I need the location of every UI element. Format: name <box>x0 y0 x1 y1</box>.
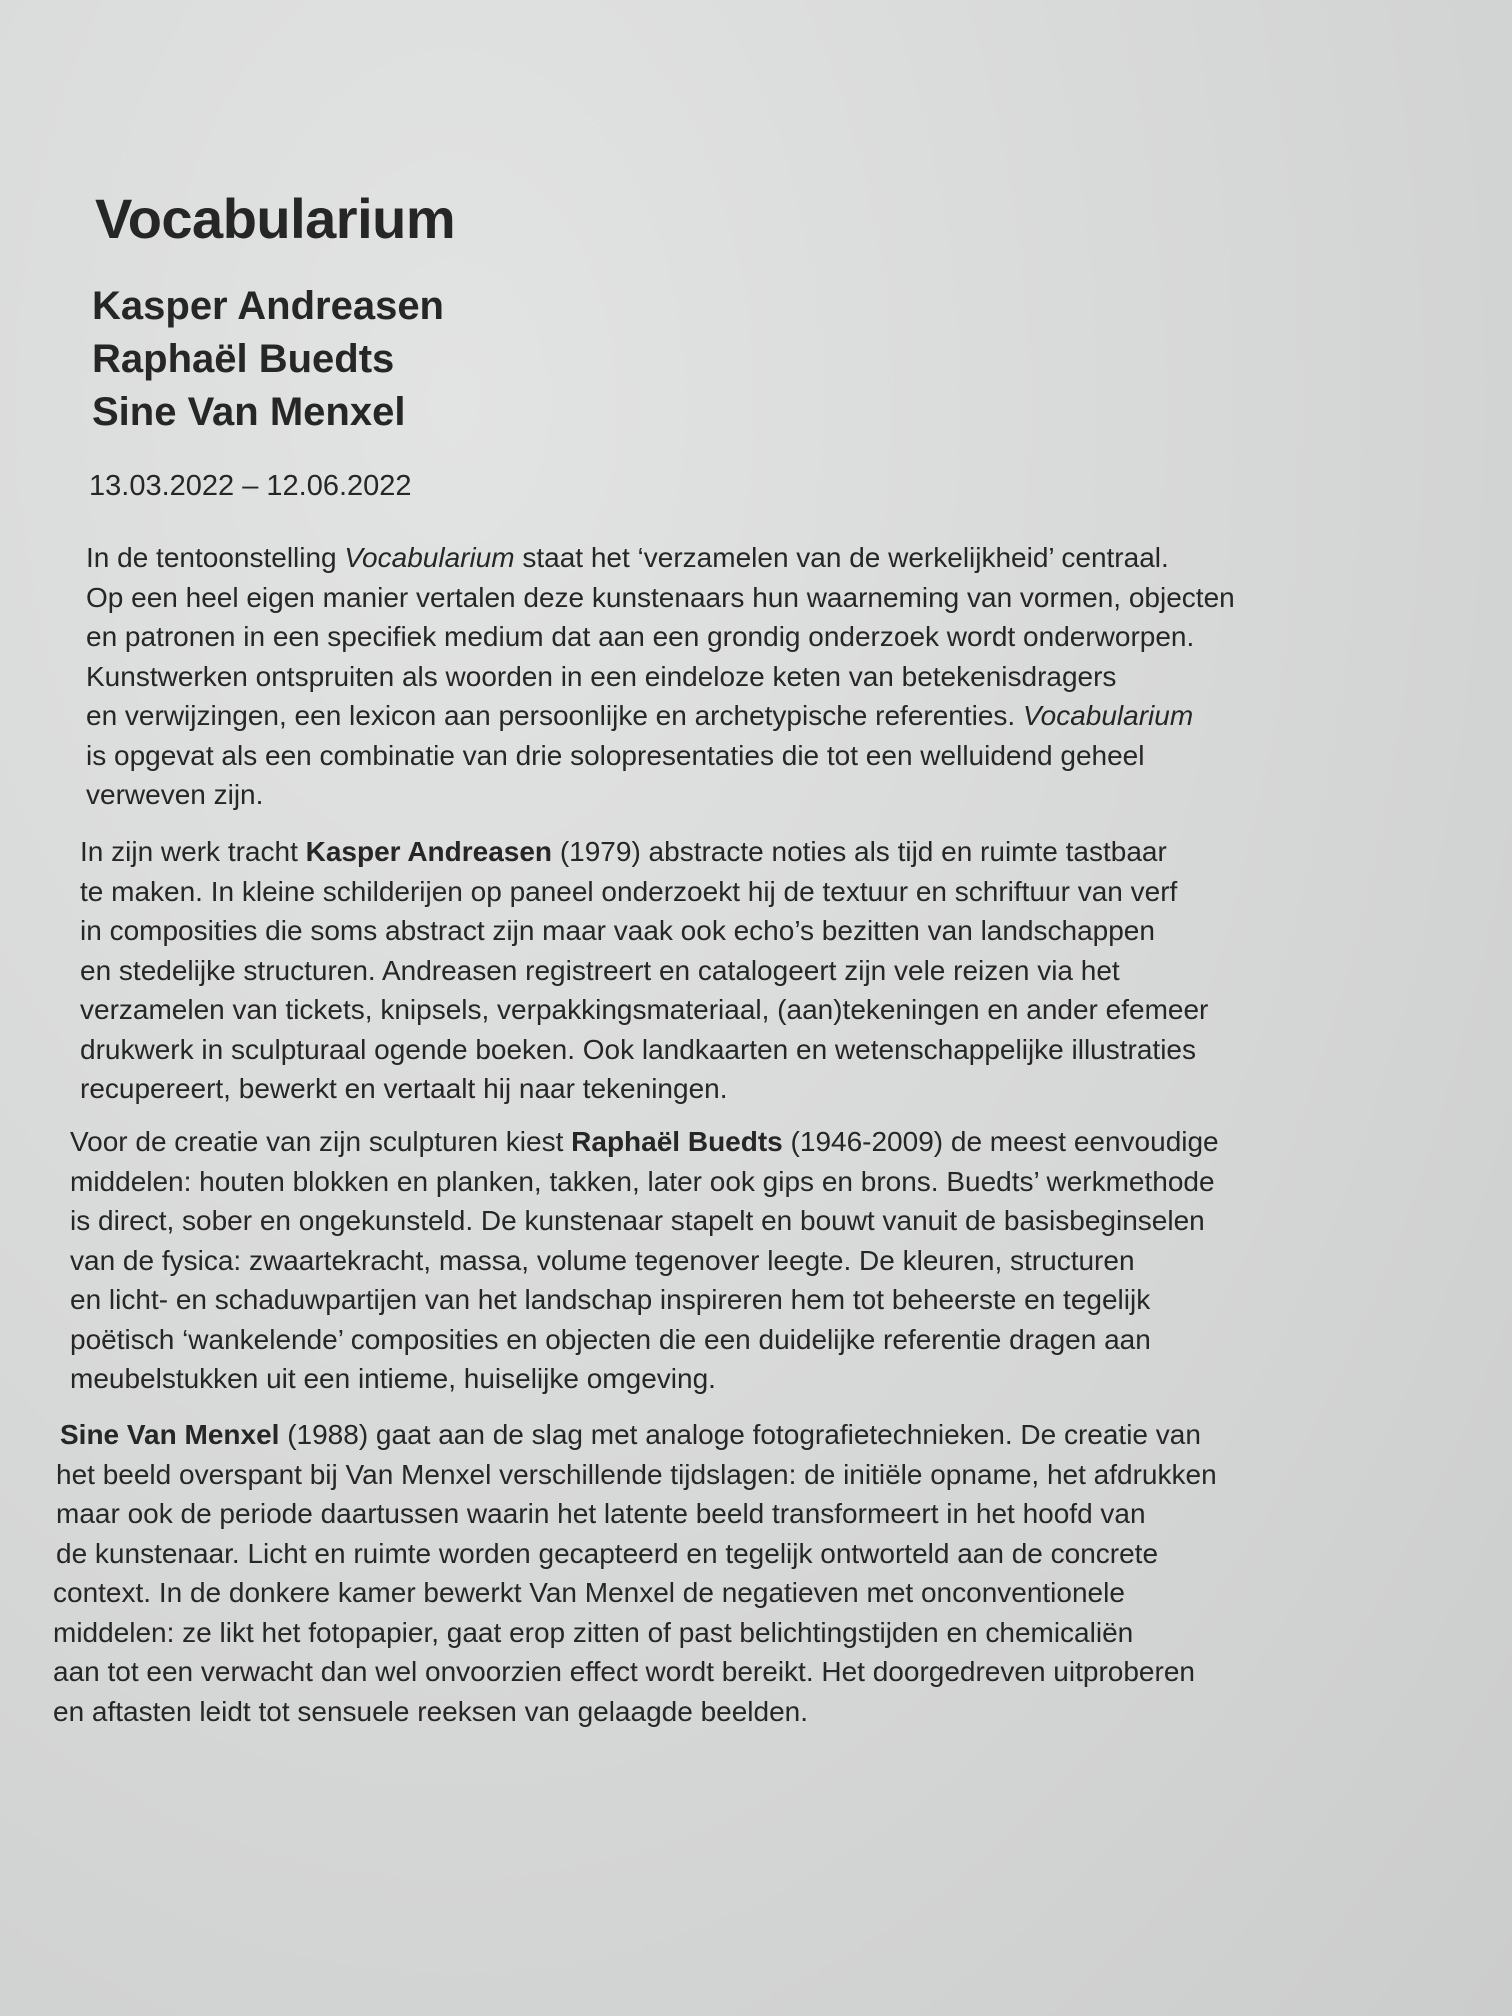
text-line <box>86 696 1235 736</box>
artist-name-bold: Sine Van Menxel <box>60 1419 280 1450</box>
text-line: is direct, sober en ongekunsteld. De kunstenaar stapelt en bouwt vanuit de basisbeginselen <box>70 1205 1205 1236</box>
artist-name-bold: Raphaël Buedts <box>571 1126 783 1157</box>
text-line: de kunstenaar. Licht en ruimte worden gecapteerd en tegelijk ontworteld aan de concrete <box>56 1537 1159 1569</box>
artist-name: Sine Van Menxel <box>92 390 406 434</box>
text-line: recupereert, bewerkt en vertaalt hij naar tekeningen. <box>80 1073 728 1104</box>
artist-name: Raphaël Buedts <box>92 337 395 381</box>
text-line: context. In de donkere kamer bewerkt Van Menxel de negatieven met onconventionele <box>53 1577 1125 1608</box>
text-line: in composities die soms abstract zijn maar vaak ook echo’s bezitten van landschappen <box>80 915 1155 946</box>
text-line: aan tot een verwacht dan wel onvoorzien effect wordt bereikt. Het doorgedreven uitproberen <box>53 1656 1195 1687</box>
italic-title: Vocabularium <box>344 542 515 573</box>
italic-title: Vocabularium <box>1023 700 1194 731</box>
text-line <box>80 832 1208 872</box>
text-line: middelen: ze likt het fotopapier, gaat erop zitten of past belichtingstijden en chemicaliën <box>53 1616 1134 1648</box>
text-line: drukwerk in sculpturaal ogende boeken. Ook landkaarten en wetenschappelijke illustraties <box>80 1033 1196 1065</box>
text-line: verweven zijn. <box>86 779 264 810</box>
text-run: (1979) abstracte noties als tijd en ruimte tastbaar <box>552 836 1167 867</box>
artist-list <box>92 280 444 439</box>
artist-name-bold: Kasper Andreasen <box>305 836 553 867</box>
text-line: en stedelijke structuren. Andreasen registreert en catalogeert zijn vele reizen via het <box>80 954 1120 986</box>
text-line: is opgevat als een combinatie van drie solopresentaties die tot een welluidend geheel <box>86 739 1145 771</box>
exhibition-title: Vocabularium <box>95 187 456 250</box>
text-run: (1946-2009) de meest eenvoudige <box>782 1126 1219 1157</box>
text-run: In de tentoonstelling <box>86 542 345 573</box>
text-line: en patronen in een specifiek medium dat aan een grondig onderzoek wordt onderworpen. <box>86 621 1195 652</box>
exhibition-dates: 13.03.2022 – 12.06.2022 <box>89 470 412 502</box>
artist-name: Kasper Andreasen <box>92 284 444 328</box>
text-run: en verwijzingen, een lexicon aan persoonlijke en archetypische referenties. <box>86 700 1023 731</box>
andreasen-paragraph <box>80 832 1208 1109</box>
text-run: staat het ‘verzamelen van de werkelijkheid’ centraal. <box>514 542 1169 573</box>
intro-paragraph <box>86 538 1235 815</box>
text-line <box>86 538 1235 578</box>
text-line: Kunstwerken ontspruiten als woorden in een eindeloze keten van betekenisdragers <box>86 660 1117 692</box>
menxel-paragraph <box>53 1415 1217 1731</box>
text-line: en aftasten leidt tot sensuele reeksen van gelaagde beelden. <box>53 1695 809 1727</box>
text-line: en licht- en schaduwpartijen van het landschap inspireren hem tot beheerste en tegelijk <box>70 1284 1151 1315</box>
text-line: van de fysica: zwaartekracht, massa, volume tegenover leegte. De kleuren, structuren <box>70 1244 1135 1276</box>
text-line: maar ook de periode daartussen waarin het latente beeld transformeert in het hoofd van <box>56 1498 1146 1529</box>
text-run: In zijn werk tracht <box>80 836 306 867</box>
text-run: Voor de creatie van zijn sculpturen kiest <box>70 1126 572 1157</box>
text-run: (1988) gaat aan de slag met analoge fotografietechnieken. De creatie van <box>279 1419 1201 1450</box>
text-line: meubelstukken uit een intieme, huiselijke omgeving. <box>70 1363 716 1394</box>
buedts-paragraph <box>70 1122 1219 1399</box>
text-line <box>56 1415 1217 1455</box>
text-line: poëtisch ‘wankelende’ composities en objecten die een duidelijke referentie dragen aan <box>70 1323 1151 1355</box>
text-line <box>70 1122 1219 1162</box>
text-line: verzamelen van tickets, knipsels, verpakkingsmateriaal, (aan)tekeningen en ander efemeer <box>80 994 1209 1025</box>
text-line: middelen: houten blokken en planken, takken, later ook gips en brons. Buedts’ werkmethode <box>70 1165 1215 1197</box>
text-line: het beeld overspant bij Van Menxel verschillende tijdslagen: de initiële opname, het afdrukken <box>56 1458 1217 1490</box>
text-line: te maken. In kleine schilderijen op paneel onderzoekt hij de textuur en schriftuur van verf <box>80 875 1178 907</box>
text-line: Op een heel eigen manier vertalen deze kunstenaars hun waarneming van vormen, objecten <box>86 581 1235 613</box>
